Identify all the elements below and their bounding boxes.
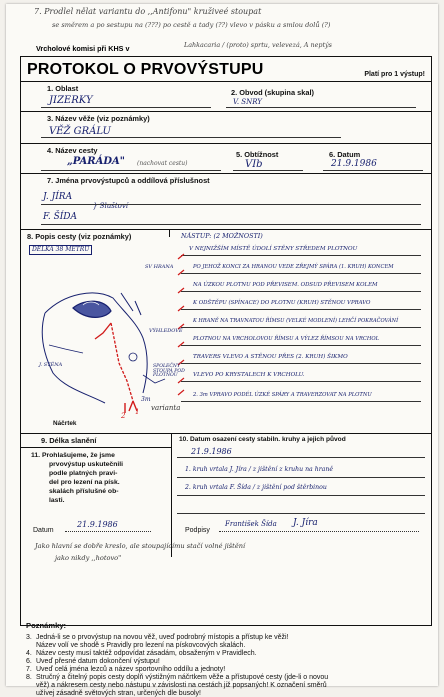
protocol-sheet <box>6 4 438 697</box>
note-7: věž) a nákresem cesty nebo nástupu v závislosti na cestách již popsaných! K označení směrů <box>36 682 327 689</box>
note-8: užívej zásadně světových stran, určených dle busoly! <box>36 690 201 697</box>
signature-1: František Šída <box>225 520 277 528</box>
sketch-label-stoupa: SPOLEČNÝ STOUPÁ POD PLOTNOU <box>153 364 185 379</box>
field-obvod-label: 2. Obvod (skupina skal) <box>231 88 314 97</box>
note-num-3: 4. <box>26 650 32 657</box>
podpis-datum-label: Datum <box>33 527 54 534</box>
valid-note: Platí pro 1 výstup! <box>364 71 425 78</box>
sketch-label-sv-hrana: SV HRANA <box>145 264 174 270</box>
note-num-4: 6. <box>26 658 32 665</box>
field-oblast-label: 1. Oblast <box>47 84 79 93</box>
field-jmena-label: 7. Jména prvovýstupců a oddílová příslušnost <box>47 176 210 185</box>
margin-marks <box>175 245 187 405</box>
slaneni-label: 9. Délka slanění <box>41 436 97 445</box>
signature-2: J. Jíra <box>293 518 318 528</box>
field-nazev-cesty-value: „PARÁDA" <box>67 156 126 167</box>
field-jmena-name-2: F. ŠÍDA <box>43 212 78 222</box>
podpisy-label: Podpisy <box>185 527 210 534</box>
field-nazev-cesty-aside: (nachovat cestu) <box>137 160 188 167</box>
note-4: Uveď přesné datum dokončení výstupu! <box>36 658 160 665</box>
osazeni-date: 21.9.1986 <box>191 447 232 456</box>
commission-label: Vrcholové komisi při KHS v <box>36 44 130 53</box>
popis-line-3: NA ÚZKOU PLOTNU POD PŘEVISEM. ODSUD PŘEVISEM KOLEM <box>193 282 378 288</box>
sketch-label-varianta: varianta <box>151 404 181 412</box>
field-obtiznost-value: VIb <box>245 159 263 170</box>
field-oblast-value: JIZERKY <box>49 95 93 106</box>
osazeni-line-1: 1. kruh vrtala J. Jíra / z jištění z kruhu na hraně <box>185 466 333 473</box>
top-scribble-1: 7. Prodlel nělat variantu do ,,Antifonu" kruživeé stoupat <box>34 7 262 16</box>
sketch-label-1: 1 <box>135 408 140 416</box>
popis-line-6: PLOTNOU NA VRCHOLOVOU ŘÍMSU A VÝLEZ ŘÍMSOU NA VRCHOL <box>193 336 380 342</box>
osazeni-line-2: 2. kruh vrtala F. Šída / z jištění pod štěrbinou <box>185 484 327 491</box>
field-jmena-name-1: J. JÍRA <box>43 192 73 202</box>
top-scribble-2: se směrem a po sestupu na (???) po cestě a tady (??) vlevo v pásku a smlou dolů (?) <box>52 21 331 29</box>
note-num-5: 7. <box>26 666 32 673</box>
osazeni-label: 10. Datum osazení cesty stabiln. kruhy a jejich původ <box>179 436 346 443</box>
field-nazev-cesty-label: 4. Název cesty <box>47 146 98 155</box>
popis-line-4: K ODŠTĚPU (SPÍNACE) DO PLOTNU (KRUH) STĚNOU VPRAVO <box>193 300 371 306</box>
sketch-label-2: 2 <box>121 412 126 420</box>
popis-line-5: K HRANĚ NA TRAVNATOU ŘÍMSU (VELKÉ MODLENÍ) LEHČÍ POKRAČOVÁNÍ <box>193 318 399 324</box>
popis-line-7: TRAVERS VLEVO A STĚNOU PŘES (2. KRUH) ŠIKMO <box>193 354 348 360</box>
prohlaseni-line-1: 11. Prohlašujeme, že jsme <box>31 452 115 459</box>
popis-nastup: NÁSTUP: (2 MOŽNOSTI) <box>181 232 263 240</box>
field-nazev-veze-value: VĚŽ GRÁLU <box>49 126 111 137</box>
note-num-6: 8. <box>26 674 32 681</box>
prohlaseni-line-3: podle platných pravi- <box>49 470 118 477</box>
sketch-label-3m: 3m <box>141 396 151 403</box>
notes-title: Poznámky: <box>26 621 67 630</box>
note-6: Stručný a čitelný popis cesty doplň výstižným náčrtkem věže a přístupové cesty (jde-li o novou <box>36 674 329 681</box>
note-5: Uveď celá jména lezců a název sportovního oddílu a jednoty! <box>36 666 226 673</box>
field-datum-value: 21.9.1986 <box>331 159 377 169</box>
form-title: PROTOKOL O PRVOVÝSTUPU <box>27 61 264 78</box>
popis-line-8: VLEVO PO KRYSTALECH K VRCHOLU. <box>193 372 305 378</box>
note-3: Název cesty musí taktéž odpovídat zásadám, obsaženým v Pravidlech. <box>36 650 257 657</box>
field-obtiznost-label: 5. Obtížnost <box>236 150 279 159</box>
prohlaseni-line-6: lasti. <box>49 497 65 504</box>
popis-height-note: DÉLKA 38 METRŮ <box>29 245 92 255</box>
field-datum-label: 6. Datum <box>329 150 361 159</box>
header-scribble: Lahkacaria / (proto) sprtu, velevezá, A neptýs <box>184 41 332 49</box>
sketch-label-j-stena: J. STĚNA <box>39 362 63 368</box>
protocol-form <box>20 56 432 626</box>
podpis-datum-value: 21.9.1986 <box>77 520 118 529</box>
prohlaseni-line-4: del pro lezení na písk. <box>49 479 120 486</box>
popis-line-9: 2. 3m VPRAVO PODÉL ÚZKÉ SPÁRY A TRAVERZOVAT NA PLOTNU <box>193 392 372 398</box>
popis-line-1: V NEJNIŽŠÍM MÍSTĚ ÚDOLÍ STĚNY STŘEDEM PLOTNOU <box>189 246 358 252</box>
prohlaseni-line-2: prvovýstup uskutečnili <box>49 461 124 468</box>
bottom-scribble-2: jako nikdy ,,hotovo" <box>55 554 122 562</box>
prohlaseni-line-5: skalách příslušné ob- <box>49 488 119 495</box>
sketch-caption: Náčrtek <box>53 420 77 427</box>
note-1: Jedná-li se o prvovýstup na novou věž, uveď podrobný místopis a přístup ke věži! <box>36 634 289 641</box>
sketch-label-vyhledove: VÝHLEDOVÉ <box>149 328 183 334</box>
bottom-scribble-1: Jako hlavní se dobře kreslo, ale stoupajícímu stačí volné jištění <box>35 542 246 550</box>
field-jmena-club: } Sluštoví <box>93 202 129 210</box>
field-nazev-veze-label: 3. Název věže (viz poznámky) <box>47 114 150 123</box>
popis-line-2: PO JEHOŽ KONCI ZA HRANOU VEDE ZŘEJMÝ SPÁRA (1. KRUH) KONCEM <box>193 264 394 270</box>
popis-label: 8. Popis cesty (viz poznámky) <box>27 232 132 241</box>
note-2: Název volí ve shodě s Pravidly pro lezení na pískovcových skalách. <box>36 642 246 649</box>
note-num-1: 3. <box>26 634 32 641</box>
field-obvod-value: V. SNRY <box>233 98 262 106</box>
